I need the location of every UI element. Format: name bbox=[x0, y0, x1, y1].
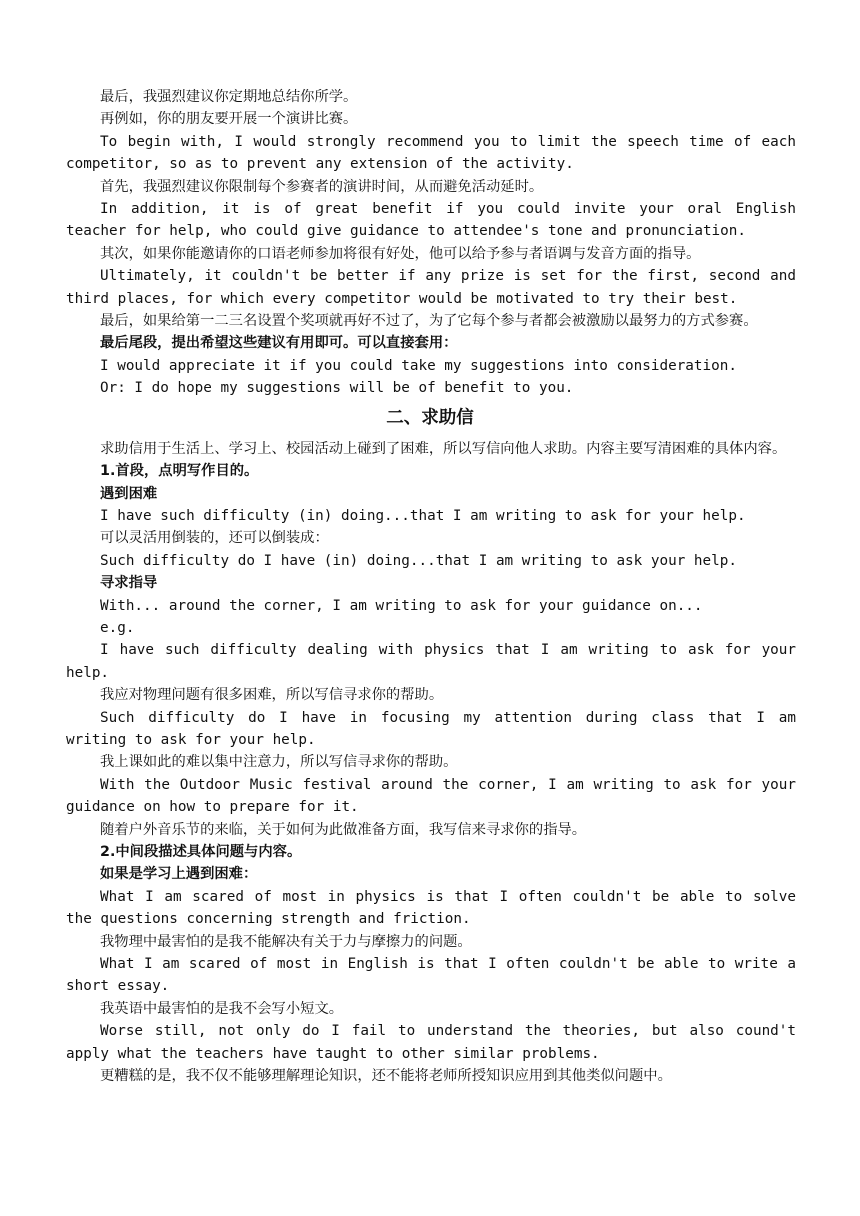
paragraph: 首先，我强烈建议你限制每个参赛者的演讲时间，从而避免活动延时。 bbox=[100, 178, 544, 195]
document-body-bottom bbox=[0, 438, 860, 1088]
paragraph: Ultimately, it couldn't be better if any prize is set for the first, second and third places, for which every competitor would be motivated to try their best. bbox=[66, 268, 796, 307]
paragraph: 2.中间段描述具体问题与内容。 bbox=[100, 844, 302, 860]
paragraph: Or: I do hope my suggestions will be of benefit to you. bbox=[100, 380, 574, 397]
paragraph: 遇到困难 bbox=[100, 485, 158, 502]
paragraph: With... around the corner, I am writing to ask for your guidance on... bbox=[100, 597, 703, 614]
paragraph: I have such difficulty (in) doing...that I am writing to ask for your help. bbox=[100, 507, 746, 524]
paragraph: 我英语中最害怕的是我不会写小短文。 bbox=[100, 1000, 344, 1017]
paragraph: I have such difficulty dealing with physics that I am writing to ask for your help. bbox=[66, 642, 796, 681]
section-heading: 二、求助信 bbox=[386, 407, 474, 428]
paragraph: 最后尾段，提出希望这些建议有用即可。可以直接套用： bbox=[100, 335, 458, 352]
paragraph: e.g. bbox=[100, 619, 135, 636]
paragraph: In addition, it is of great benefit if you could invite your oral English teacher for help, who could give guidance to attendee's tone and pronunciation. bbox=[66, 201, 796, 240]
document-body-top bbox=[0, 86, 860, 400]
paragraph: 可以灵活用倒装的，还可以倒装成： bbox=[100, 530, 329, 547]
paragraph: Such difficulty do I have (in) doing...that I am writing to ask your help. bbox=[100, 552, 737, 569]
paragraph: 我应对物理问题有很多困难，所以写信寻求你的帮助。 bbox=[100, 687, 444, 704]
paragraph: With the Outdoor Music festival around the corner, I am writing to ask for your guidance on how to prepare for it. bbox=[66, 776, 796, 816]
paragraph: 其次，如果你能邀请你的口语老师参加将很有好处，他可以给予参与者语调与发音方面的指导。 bbox=[100, 245, 701, 262]
paragraph: 寻求指导 bbox=[100, 575, 158, 592]
paragraph: 更糟糕的是，我不仅不能够理解理论知识，还不能将老师所授知识应用到其他类似问题中。 bbox=[100, 1068, 672, 1085]
paragraph: 如果是学习上遇到困难： bbox=[100, 866, 258, 883]
paragraph: 求助信用于生活上、学习上、校园活动上碰到了困难，所以写信向他人求助。内容主要写清困难的具体内容。 bbox=[100, 440, 787, 457]
paragraph: 最后，我强烈建议你定期地总结你所学。 bbox=[100, 89, 358, 105]
paragraph: 随着户外音乐节的来临，关于如何为此做准备方面，我写信来寻求你的指导。 bbox=[100, 821, 587, 838]
paragraph: To begin with, I would strongly recommend you to limit the speech time of each competitor, so as to prevent any extension of the activity. bbox=[66, 133, 796, 173]
paragraph: What I am scared of most in English is that I often couldn't be able to write a short essay. bbox=[66, 956, 796, 995]
paragraph: 我物理中最害怕的是我不能解决有关于力与摩擦力的问题。 bbox=[100, 933, 472, 950]
paragraph: 再例如，你的朋友要开展一个演讲比赛。 bbox=[100, 111, 358, 128]
paragraph: 我上课如此的难以集中注意力，所以写信寻求你的帮助。 bbox=[100, 754, 458, 771]
paragraph: I would appreciate it if you could take my suggestions into consideration. bbox=[100, 357, 737, 374]
paragraph: 1.首段，点明写作目的。 bbox=[100, 463, 259, 480]
paragraph: Such difficulty do I have in focusing my attention during class that I am writing to ask for your help. bbox=[66, 709, 796, 748]
paragraph: What I am scared of most in physics is that I often couldn't be able to solve the questions concerning strength and friction. bbox=[66, 888, 796, 928]
paragraph: Worse still, not only do I fail to understand the theories, but also cound't apply what the teachers have taught to other similar problems. bbox=[66, 1023, 796, 1062]
paragraph: 最后，如果给第一二三名设置个奖项就再好不过了，为了它每个参与者都会被激励以最努力的方式参赛。 bbox=[100, 313, 758, 330]
document-page bbox=[0, 86, 860, 1087]
